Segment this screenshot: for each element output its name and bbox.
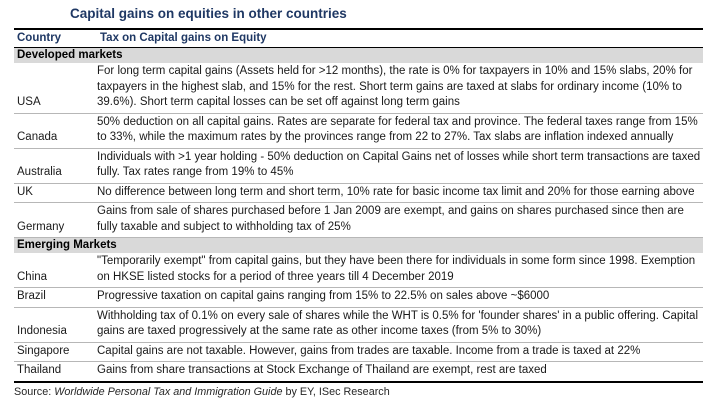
country-cell: Indonesia — [17, 325, 67, 337]
table-row-indonesia — [14, 307, 703, 342]
description-cell: Withholding tax of 0.1% on every sale of shares while the WHT is 0.5% for 'founder shares' in a public offering. Capital gains are taxed progressively at the same rate as other income taxes (from 5% to 30%) — [97, 309, 698, 337]
description-cell: Capital gains are not taxable. However, gains from trades are taxable. Income from a trade is taxed at 22% — [97, 344, 641, 357]
country-cell: Germany — [17, 220, 65, 233]
table-row-singapore — [14, 342, 703, 362]
description-cell: Gains from share transactions at Stock Exchange of Thailand are exempt, rest are taxed — [97, 364, 547, 376]
source-title: Worldwide Personal Tax and Immigration Guide — [54, 385, 283, 398]
table-row-thailand — [14, 362, 703, 382]
description-cell: Individuals with >1 year holding - 50% deduction on Capital Gains net of losses while short term transactions are taxed fully. Tax rates range from 19% to 45% — [97, 150, 701, 178]
source-suffix: by EY, ISec Research — [282, 385, 390, 398]
column-header-country: Country — [17, 32, 62, 44]
description-cell: Gains from sale of shares purchased before 1 Jan 2009 are exempt, and gains on shares purchased since then are fully taxable and subject to withholding tax of 25% — [97, 205, 684, 233]
table-row-china — [14, 253, 703, 288]
country-cell: USA — [17, 96, 41, 108]
table-row-uk — [14, 183, 703, 203]
page-title: Capital gains on equities in other countries — [70, 6, 347, 21]
country-cell: Australia — [17, 166, 62, 178]
section-row-developed-markets — [14, 48, 703, 64]
country-cell: Singapore — [17, 344, 70, 357]
source-note — [14, 386, 703, 398]
description-cell: 50% deduction on all capital gains. Rates are separate for federal tax and province. The federal taxes range from 15% to 33%, while the maximum rates by the provinces range from 22 to 27%. Tax slabs are inflation indexed annually — [97, 115, 698, 143]
table-row-canada — [14, 113, 703, 148]
section-row-emerging-markets — [14, 238, 703, 254]
section-label: Emerging Markets — [14, 238, 703, 254]
country-cell: Canada — [17, 131, 58, 143]
column-header-tax: Tax on Capital gains on Equity — [100, 32, 267, 44]
table-row-germany — [14, 203, 703, 238]
country-cell: UK — [17, 185, 33, 198]
section-label: Developed markets — [14, 48, 703, 64]
table-row-brazil — [14, 288, 703, 308]
country-cell: Brazil — [17, 290, 46, 302]
description-cell: No difference between long term and short term, 10% rate for basic income tax limit and 20% for those earning above — [97, 185, 695, 198]
country-cell: Thailand — [17, 364, 62, 376]
table-header — [14, 29, 703, 48]
description-cell: Progressive taxation on capital gains ranging from 15% to 22.5% on sales above ~$6000 — [97, 290, 550, 302]
table-row-australia — [14, 148, 703, 183]
description-cell: For long term capital gains (Assets held for >12 months), the rate is 0% for taxpayers in 10% and 15% slabs, 20% for taxpayers in the highest slab, and 15% for the rest. Short term gains are taxed at slabs for ordinary income (10% to 39.6%). Short term capital losses can be set off against long term gains — [97, 65, 693, 108]
country-cell: China — [17, 270, 48, 283]
tax-table — [14, 28, 703, 383]
description-cell: "Temporarily exempt" from capital gains, but they have been there for individuals in some form since 1998. Exemption on HKSE listed stocks for a period of three years till 4 December 2019 — [97, 255, 696, 283]
source-prefix: Source: — [14, 385, 55, 398]
table-row-usa — [14, 63, 703, 113]
